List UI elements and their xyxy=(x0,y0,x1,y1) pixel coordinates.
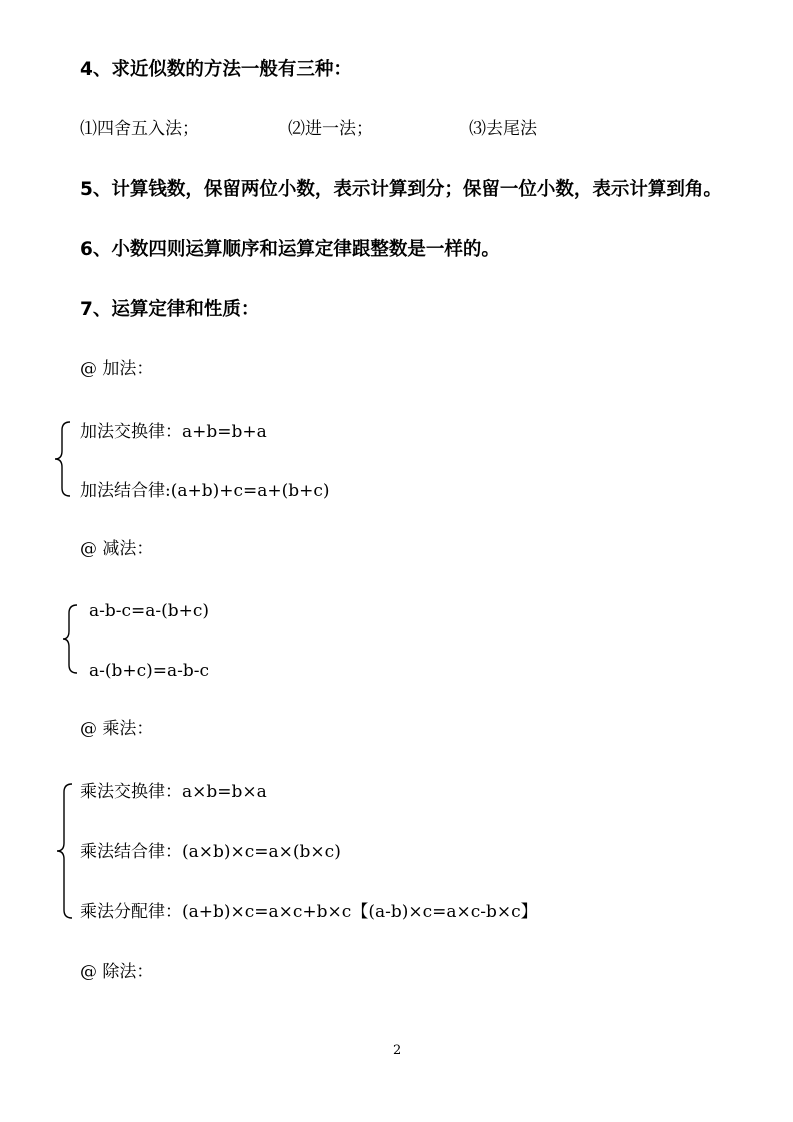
multiplication-title: @ 乘法： xyxy=(80,719,154,739)
division-title: @ 除法： xyxy=(80,962,154,982)
item-6-text: 6、小数四则运算顺序和运算定律跟整数是一样的。 xyxy=(80,239,500,260)
multiplication-brace-icon xyxy=(56,782,76,920)
rounding-methods-row xyxy=(80,121,580,141)
multiplication-associative-law: 乘法结合律：(a×b)×c=a×(b×c) xyxy=(80,842,341,862)
subtraction-property-1: a-b-c=a-(b+c) xyxy=(89,601,210,621)
subtraction-brace-icon xyxy=(62,603,80,675)
page-number: 2 xyxy=(393,1043,402,1058)
heading-item-7: 7、运算定律和性质： xyxy=(80,299,260,320)
item-5-text: 5、计算钱数，保留两位小数，表示计算到分；保留一位小数，表示计算到角。 xyxy=(80,179,722,200)
addition-title: @ 加法： xyxy=(80,359,154,379)
heading-item-4: 4、求近似数的方法一般有三种： xyxy=(80,59,352,80)
method-truncate: ⑶去尾法 xyxy=(469,119,537,139)
method-round-half-up: ⑴四舍五入法； xyxy=(80,119,199,139)
subtraction-property-2: a-(b+c)=a-b-c xyxy=(89,661,210,681)
method-round-up: ⑵进一法； xyxy=(288,119,373,139)
multiplication-distributive-law: 乘法分配律：(a+b)×c=a×c+b×c【(a-b)×c=a×c-b×c】 xyxy=(80,902,538,922)
addition-associative-law: 加法结合律:(a+b)+c=a+(b+c) xyxy=(80,481,330,501)
multiplication-commutative-law: 乘法交换律：a×b=b×a xyxy=(80,782,267,802)
addition-brace-icon xyxy=(54,420,74,498)
addition-commutative-law: 加法交换律：a+b=b+a xyxy=(80,422,267,442)
subtraction-title: @ 减法： xyxy=(80,539,154,559)
